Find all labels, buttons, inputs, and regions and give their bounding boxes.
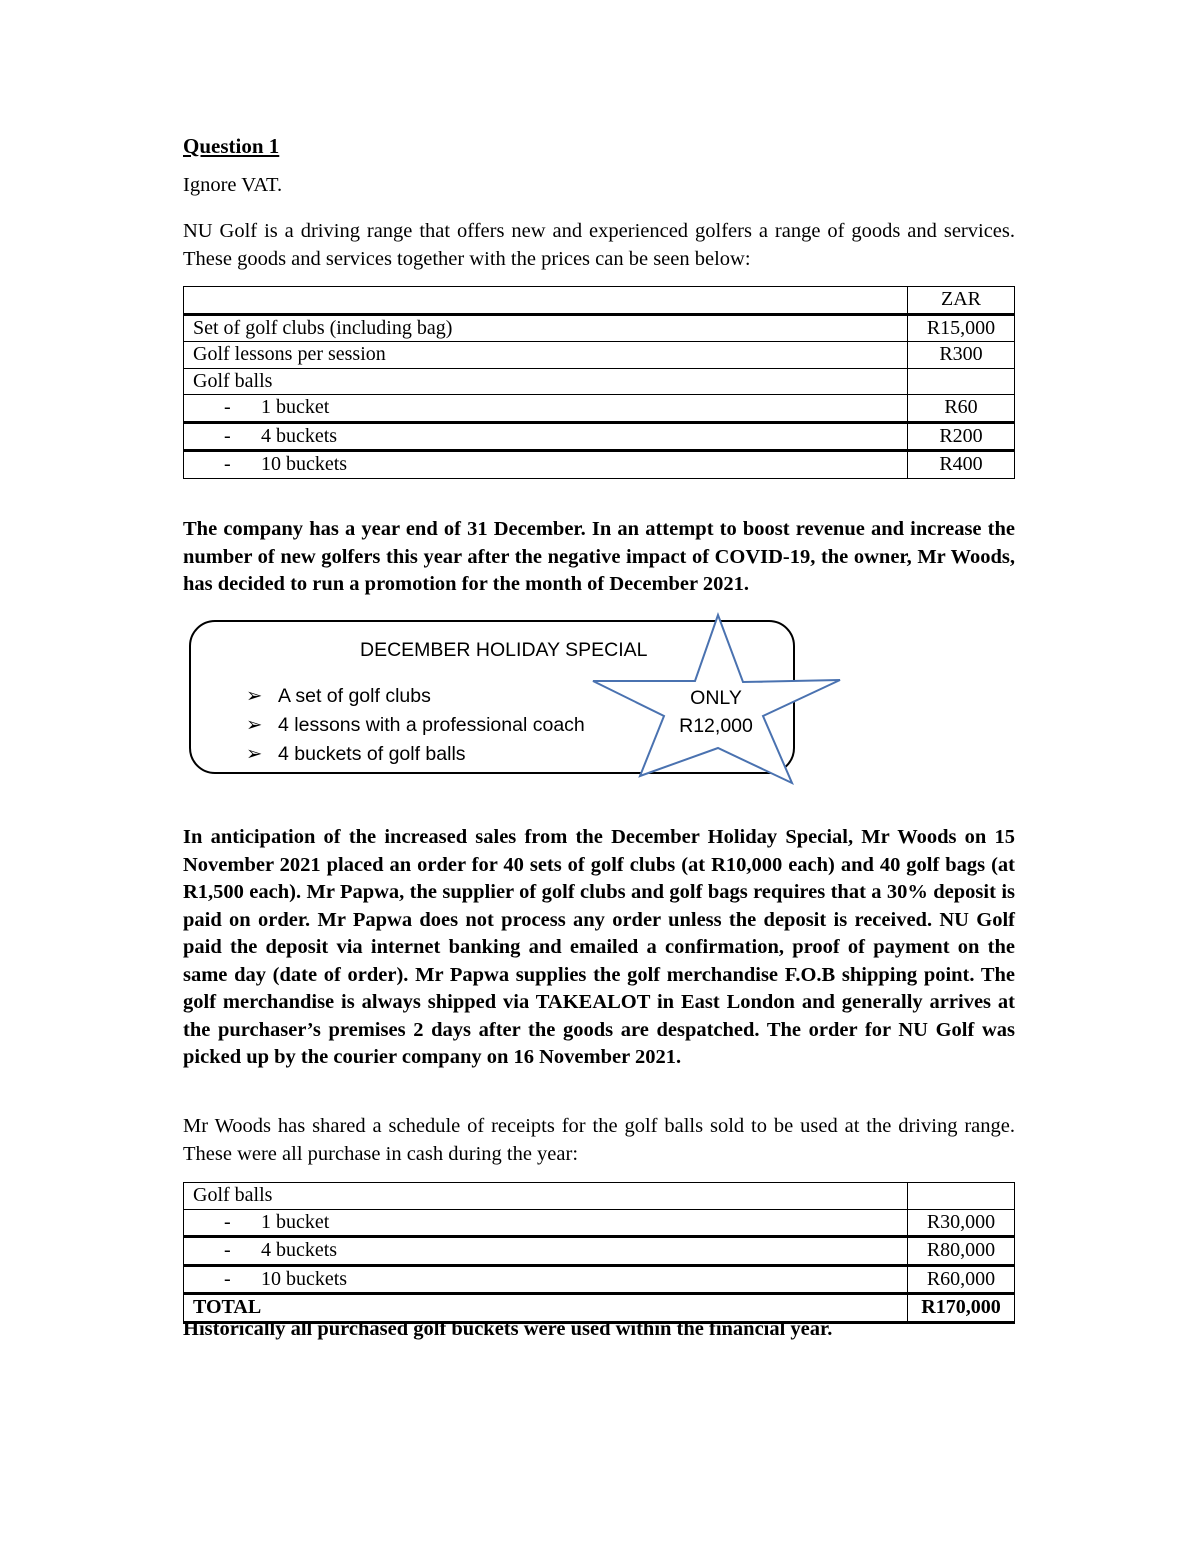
dash-marker: -	[224, 453, 231, 475]
historical-note: Historically all purchased golf buckets were used within the financial year.	[183, 1318, 833, 1340]
dash-marker: -	[224, 396, 231, 418]
vat-note: Ignore VAT.	[183, 174, 283, 196]
dash-marker: -	[224, 424, 231, 447]
total-value: R170,000	[908, 1294, 1015, 1323]
price-table-header-currency: ZAR	[908, 287, 1015, 315]
receipt-value	[908, 1183, 1015, 1210]
table-row	[184, 1183, 1015, 1210]
table-row	[184, 422, 1015, 451]
table-row	[184, 1237, 1015, 1266]
dash-marker: -	[224, 1267, 231, 1290]
arrow-bullet-icon: ➢	[246, 743, 263, 765]
price-value	[908, 368, 1015, 395]
receipt-value: R30,000	[908, 1209, 1015, 1237]
receipts-paragraph: Mr Woods has shared a schedule of receipts for the golf balls sold to be used at the driving range. These were all purchase in cash during the year:	[183, 1115, 1015, 1165]
year-end-paragraph: The company has a year end of 31 December. In an attempt to boost revenue and increase the number of new golfers this year after the negative impact of COVID-19, the owner, Mr Woods, has decided to run a promotion for the month of December 2021.	[183, 518, 1015, 595]
promo-list	[246, 682, 585, 769]
order-paragraph: In anticipation of the increased sales from the December Holiday Special, Mr Woods on 15 November 2021 placed an order for 40 sets of golf clubs (at R10,000 each) and 40 golf bags (at R1,500 each). Mr Papwa, the supplier of golf clubs and golf bags requires that a 30% deposit is paid on order. Mr Papwa does not process any order unless the deposit is received. NU Golf paid the deposit via internet banking and emailed a confirmation, proof of payment on the same day (date of order). Mr Papwa supplies the golf merchandise F.O.B shipping point. The golf merchandise is always shipped via TAKEALOT in East London and generally arrives at the purchaser’s premises 2 days after the goods are despatched. The order for NU Golf was picked up by the courier company on 16 November 2021.	[183, 826, 1015, 1068]
promo-item-text: A set of golf clubs	[278, 685, 431, 707]
table-row	[184, 395, 1015, 423]
price-item: Set of golf clubs (including bag)	[184, 314, 908, 342]
table-row	[184, 368, 1015, 395]
receipt-value: R60,000	[908, 1265, 1015, 1294]
arrow-bullet-icon: ➢	[246, 685, 263, 707]
receipt-value: R80,000	[908, 1237, 1015, 1266]
price-subitem	[184, 395, 908, 423]
star-label-only: ONLY	[690, 687, 742, 709]
table-row	[184, 314, 1015, 342]
arrow-bullet-icon: ➢	[246, 714, 263, 736]
price-value: R200	[908, 422, 1015, 451]
receipts-table	[183, 1182, 1015, 1324]
table-row	[184, 451, 1015, 479]
total-label: TOTAL	[184, 1294, 908, 1323]
list-item	[246, 682, 585, 711]
promo-item-text: 4 buckets of golf balls	[278, 743, 466, 765]
price-item: 4 buckets	[261, 424, 338, 447]
promo-title: DECEMBER HOLIDAY SPECIAL	[360, 639, 648, 661]
table-row	[184, 1209, 1015, 1237]
receipt-item: 4 buckets	[261, 1239, 338, 1261]
price-item: 10 buckets	[261, 453, 348, 475]
price-item: Golf balls	[184, 368, 908, 395]
price-table-header	[184, 287, 1015, 315]
dash-marker: -	[224, 1210, 231, 1233]
receipt-subitem	[184, 1209, 908, 1237]
receipt-item: 1 bucket	[261, 1210, 330, 1233]
list-item	[246, 711, 585, 740]
price-item: 1 bucket	[261, 396, 330, 418]
price-item: Golf lessons per session	[184, 342, 908, 369]
question-heading: Question 1	[183, 134, 280, 158]
receipt-item: 10 buckets	[261, 1267, 348, 1290]
price-subitem	[184, 451, 908, 479]
receipt-subitem	[184, 1265, 908, 1294]
price-subitem	[184, 422, 908, 451]
price-value: R400	[908, 451, 1015, 479]
price-table-header-item	[184, 287, 908, 315]
price-value: R15,000	[908, 314, 1015, 342]
intro-paragraph: NU Golf is a driving range that offers new and experienced golfers a range of goods and services. These goods and services together with the prices can be seen below:	[183, 220, 1015, 270]
table-row	[184, 342, 1015, 369]
list-item	[246, 740, 585, 769]
price-table	[183, 286, 1015, 479]
promo-item-text: 4 lessons with a professional coach	[278, 714, 585, 736]
receipt-item: Golf balls	[184, 1183, 908, 1210]
receipt-subitem	[184, 1237, 908, 1266]
price-value: R300	[908, 342, 1015, 369]
price-value: R60	[908, 395, 1015, 423]
table-row	[184, 1265, 1015, 1294]
dash-marker: -	[224, 1239, 231, 1261]
star-label-price: R12,000	[679, 715, 753, 737]
